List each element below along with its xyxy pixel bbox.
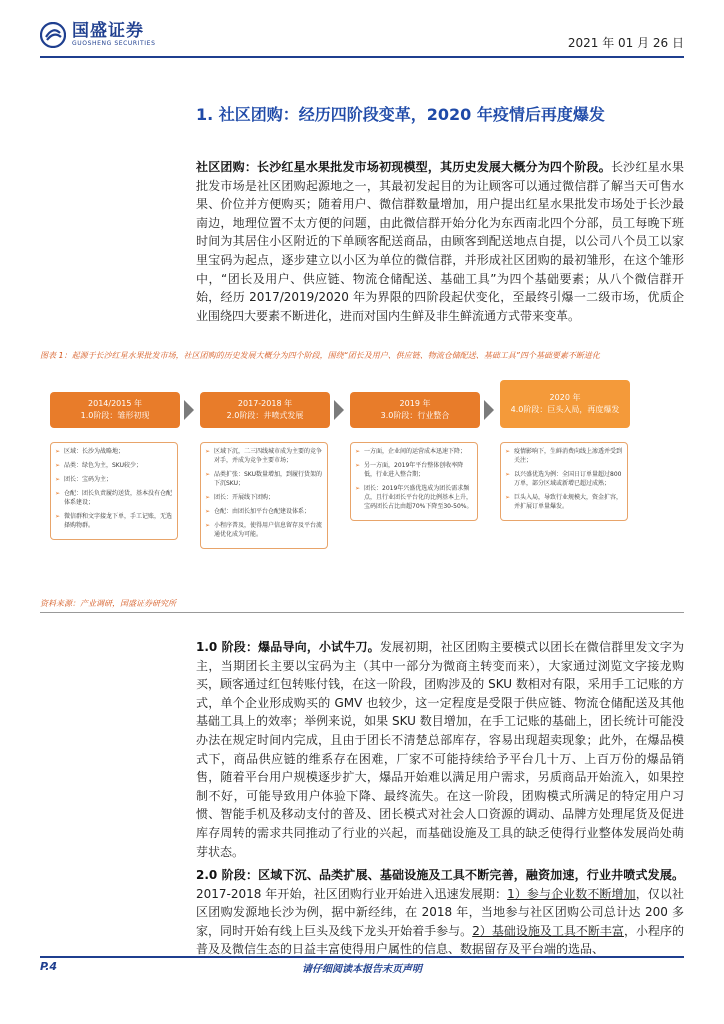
stage-2-item: ➢ 团长：开展线下团购； [205, 493, 323, 502]
stage-1-paragraph [196, 638, 684, 861]
intro-paragraph [196, 158, 684, 325]
logo-emblem-icon [40, 22, 66, 48]
intro-body: 长沙红星水果批发市场是社区团购起源地之一，其最初发起目的为让顾客可以通过微信群了解当天可售水果、价位并方便购买；随着用户、微信群数量增加，用户提出红星水果批发市场处于长沙最南边，地理位置不太方便的问题，由此微信群开始分化为东西南北四个分部，员工每晚下班时间为其居住小区附近的下单顾客配送商品，由顾客到配送地点自提，以公司八个员工以家里宝码为起点，逐步建立以小区为单位的微信群，并形成社区团购的最初雏形，在这个雏形中，“团长及用户、供应链、物流仓储配送、基础工具”为四个基础要素；从八个微信群开始，经历 2017/2019/2020 年为界限的四阶段起伏变化，至最终引爆一二级市场，优质企业围绕四大要素不断进化，进而对国内生鲜及非生鲜流通方式带来变革。 [196, 160, 684, 323]
stage-3-card [350, 442, 478, 521]
stage-4-item: ➢ 疫情影响下，生鲜消费向线上渗透并受到关注； [505, 447, 623, 465]
stage-4-name: 4.0阶段：巨头入局，再度爆发 [510, 405, 620, 414]
stage-2-body-c: ，小程序的普及及微信生态的日益丰富使得用户属性的信息、数据留存及平台端的选品、 [196, 923, 684, 957]
stage-1-name: 1.0阶段：雏形初现 [80, 411, 150, 420]
arrow-icon [184, 400, 194, 420]
stages-figure [40, 386, 686, 592]
stage-2-item: ➢ 小程序普及，使得用户信息留存及平台流通优化成为可能。 [205, 521, 323, 539]
stage-2-period: 2017-2018 年 [237, 399, 293, 408]
stage-4-card [500, 442, 628, 521]
stage-2-item: ➢ 品类扩张：SKU数量增加，到履行货架的下沉SKU； [205, 470, 323, 488]
page-number: P.4 [40, 960, 58, 973]
stage-2-item: ➢ 区域下沉，二三四线城市成为主要的竞争对手，并成为竞争主要市场； [205, 447, 323, 465]
stage-1-item: ➢ 品类：绿色为主，SKU较少； [55, 461, 173, 470]
stage-3-header [350, 392, 480, 428]
stage-2-item: ➢ 仓配：由团长加平台仓配建设体系； [205, 507, 323, 516]
stage-1-period: 2014/2015 年 [88, 399, 142, 408]
stage-3-item: ➢ 另一方面，2019年平台整体创收率降低，行业进入整合期； [355, 461, 473, 479]
stage-1-body: 发展初期，社区团购主要模式以团长在微信群里发文字为主，当期团长主要以宝码为主（其中一部分为微商主转变而来），大家通过浏览文字接龙购买，顾客通过红包转账付钱，在这一阶段，团购涉及的 SKU 数相对有限，采用手工记账的方式，单个企业形成购买的 GMV 也较少，这一定程度是受限于供应链、物流仓储配送及其他基础工具上的效率；举例来说，如果 SKU 数目增加，在手工记账的基础上，团长统计可能没办法在规定时间内完成，且由于团长不清楚总部库存，容易出现超卖现象；此外，在爆品模式下，商品供应链的维系存在困难，厂家不可能持续给予平台几十万、上百万份的爆品销售，随着平台用户规模逐步扩大，爆品开始难以满足用户需求，另质商品开始流入，如果控制不好，可能导致用户体验下降、最终流失。在这一阶段，团购模式所满足的特定用户习惯、智能手机及移动支付的普及、团长模式对社会人口资源的调动、品牌方处理尾货及促进库存周转的需求共同推动了行业的兴起，而基础设施及工具的缺乏使得行业整体发展尚处萌芽状态。 [196, 640, 684, 859]
stage-1-item: ➢ 团长：宝码为主； [55, 475, 173, 484]
stage-3-period: 2019 年 [399, 399, 431, 408]
header-divider [40, 56, 684, 58]
stage-2-card [200, 442, 328, 549]
arrow-icon [484, 400, 494, 420]
stage-3-item: ➢ 团长：2019年兴盛优选成为团长需求频点，且行业团长平台化的比例基本上升，宝码团长占比由超70%下降至30-50%。 [355, 484, 473, 511]
stage-2-point-1: 1）参与企业数不断增加 [507, 886, 636, 901]
stage-4-item: ➢ 巨头入局，导致行业规模大，资金扩容，并扩展订单量爆发。 [505, 493, 623, 511]
stage-2-body-a: 2017-2018 年开始，社区团购行业开始进入迅速发展期： [196, 886, 508, 901]
stage-4-item: ➢ 以兴盛优选为例：全国日订单量超过800万单，部分区域或新增已超过成熟； [505, 470, 623, 488]
logo-name: 国盛证券 [72, 21, 144, 41]
stage-2-paragraph [196, 866, 684, 959]
stage-1-header [50, 392, 180, 428]
footer-divider [40, 956, 684, 958]
stage-3-name: 3.0阶段：行业整合 [380, 411, 450, 420]
report-date: 2021 年 01 月 26 日 [567, 36, 684, 50]
stage-1-item: ➢ 微信群和文字接龙下单，手工记账，无选择购物群。 [55, 512, 173, 530]
figure-source: 资料来源：产业调研，国盛证券研究所 [40, 599, 176, 608]
stage-2-header [200, 392, 330, 428]
figure-title: 图表 1：起源于长沙红星水果批发市场，社区团购的历史发展大概分为四个阶段，围绕“团长及用户、供应链、物流仓储配送、基础工具”四个基础要素不断进化 [40, 351, 600, 360]
stage-1-item: ➢ 仓配：团长负责履约送货，基本没有仓配体系建设； [55, 489, 173, 507]
stage-3-item: ➢ 一方面，企业间的运营成本迅速下降； [355, 447, 473, 456]
stage-4-header [500, 380, 630, 428]
stage-1-bold-lead: 1.0 阶段：爆品导向，小试牛刀。 [196, 640, 380, 654]
arrow-icon [334, 400, 344, 420]
logo-english-name: GUOSHENG SECURITIES [72, 40, 156, 47]
stage-1-item: ➢ 区域：长沙为战略地； [55, 447, 173, 456]
stage-2-bold-lead: 2.0 阶段：区域下沉、品类扩展、基础设施及工具不断完善，融资加速，行业井喷式发展。 [196, 868, 684, 882]
stage-2-body-b: ，仅以社区团购发源地长沙为例，据中新经纬，在 2018 年，当地参与社区团购公司总计达 200 多家，同时开始有线上巨头及线下龙头开始着手参与。 [196, 886, 684, 938]
stage-1-card [50, 442, 178, 540]
footer-notice: 请仔细阅读本报告末页声明 [302, 964, 422, 975]
section-heading: 1. 社区团购：经历四阶段变革，2020 年疫情后再度爆发 [196, 105, 605, 124]
company-logo [40, 22, 155, 48]
intro-bold-lead: 社区团购：长沙红星水果批发市场初现模型，其历史发展大概分为四个阶段。 [196, 160, 611, 174]
stage-4-period: 2020 年 [549, 393, 581, 402]
stage-2-point-2: 2）基础设施及工具不断丰富 [472, 923, 624, 938]
figure-divider [40, 612, 684, 613]
stage-2-name: 2.0阶段：井喷式发展 [226, 411, 304, 420]
